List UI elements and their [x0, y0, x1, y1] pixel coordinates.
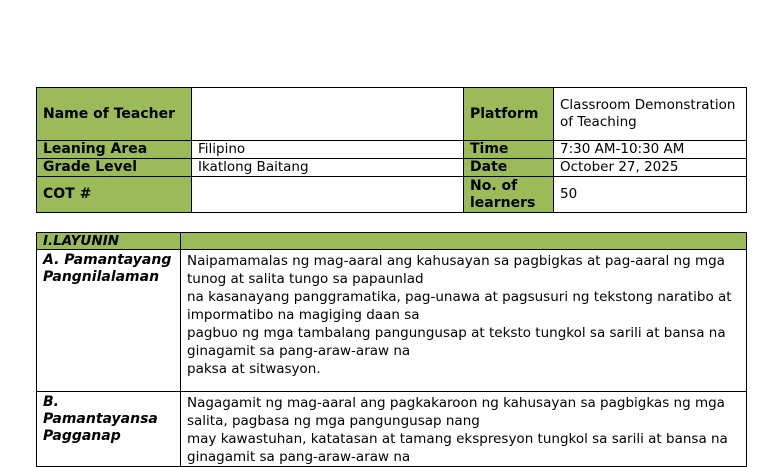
layunin-heading-blank — [181, 233, 747, 250]
pamantayang-pangnilalaman-label: A. Pamantayang Pangnilalaman — [37, 250, 181, 392]
name-of-teacher-value — [192, 88, 464, 141]
text-line: Naipamamalas ng mag-aaral ang kahusayan sa pagbigkas at pag-aaral ng mga tunog at salita tungo sa papaunlad — [187, 253, 725, 287]
cot-number-value — [192, 177, 464, 213]
pamantayan-sa-pagganap-text — [181, 392, 747, 467]
platform-value: Classroom Demonstration of Teaching — [554, 88, 747, 141]
text-line: paksa at sitwasyon. — [187, 361, 321, 377]
time-value: 7:30 AM-10:30 AM — [554, 141, 747, 159]
learning-area-label: Leaning Area — [37, 141, 192, 159]
layunin-heading: I.LAYUNIN — [37, 233, 181, 250]
text-line: may kawastuhan, katatasan at tamang ekspresyon tungkol sa sarili at bansa na ginagamit sa pang-araw-araw na — [187, 431, 728, 465]
cot-number-label: COT # — [37, 177, 192, 213]
text-line: na kasanayang panggramatika, pag-unawa at pagsusuri ng tekstong naratibo at impormatibo na magiging daan sa — [187, 289, 732, 323]
pamantayan-sa-pagganap-label: B. Pamantayansa Pagganap — [37, 392, 181, 467]
text-line: pagbuo ng mga tambalang pangungusap at teksto tungkol sa sarili at bansa na ginagamit sa pang-araw-araw na — [187, 325, 726, 359]
pamantayang-pangnilalaman-text — [181, 250, 747, 392]
learners-label: No. of learners — [464, 177, 554, 213]
name-of-teacher-label: Name of Teacher — [37, 88, 192, 141]
learners-value: 50 — [554, 177, 747, 213]
date-value: October 27, 2025 — [554, 159, 747, 177]
grade-level-value: Ikatlong Baitang — [192, 159, 464, 177]
grade-level-label: Grade Level — [37, 159, 192, 177]
teacher-info-table — [36, 87, 747, 213]
platform-label: Platform — [464, 88, 554, 141]
layunin-table — [36, 232, 747, 467]
text-line: Nagagamit ng mag-aaral ang pagkakaroon ng kahusayan sa pagbigkas ng mga salita, pagbasa ng mga pangungusap nang — [187, 395, 725, 429]
time-label: Time — [464, 141, 554, 159]
learning-area-value: Filipino — [192, 141, 464, 159]
date-label: Date — [464, 159, 554, 177]
